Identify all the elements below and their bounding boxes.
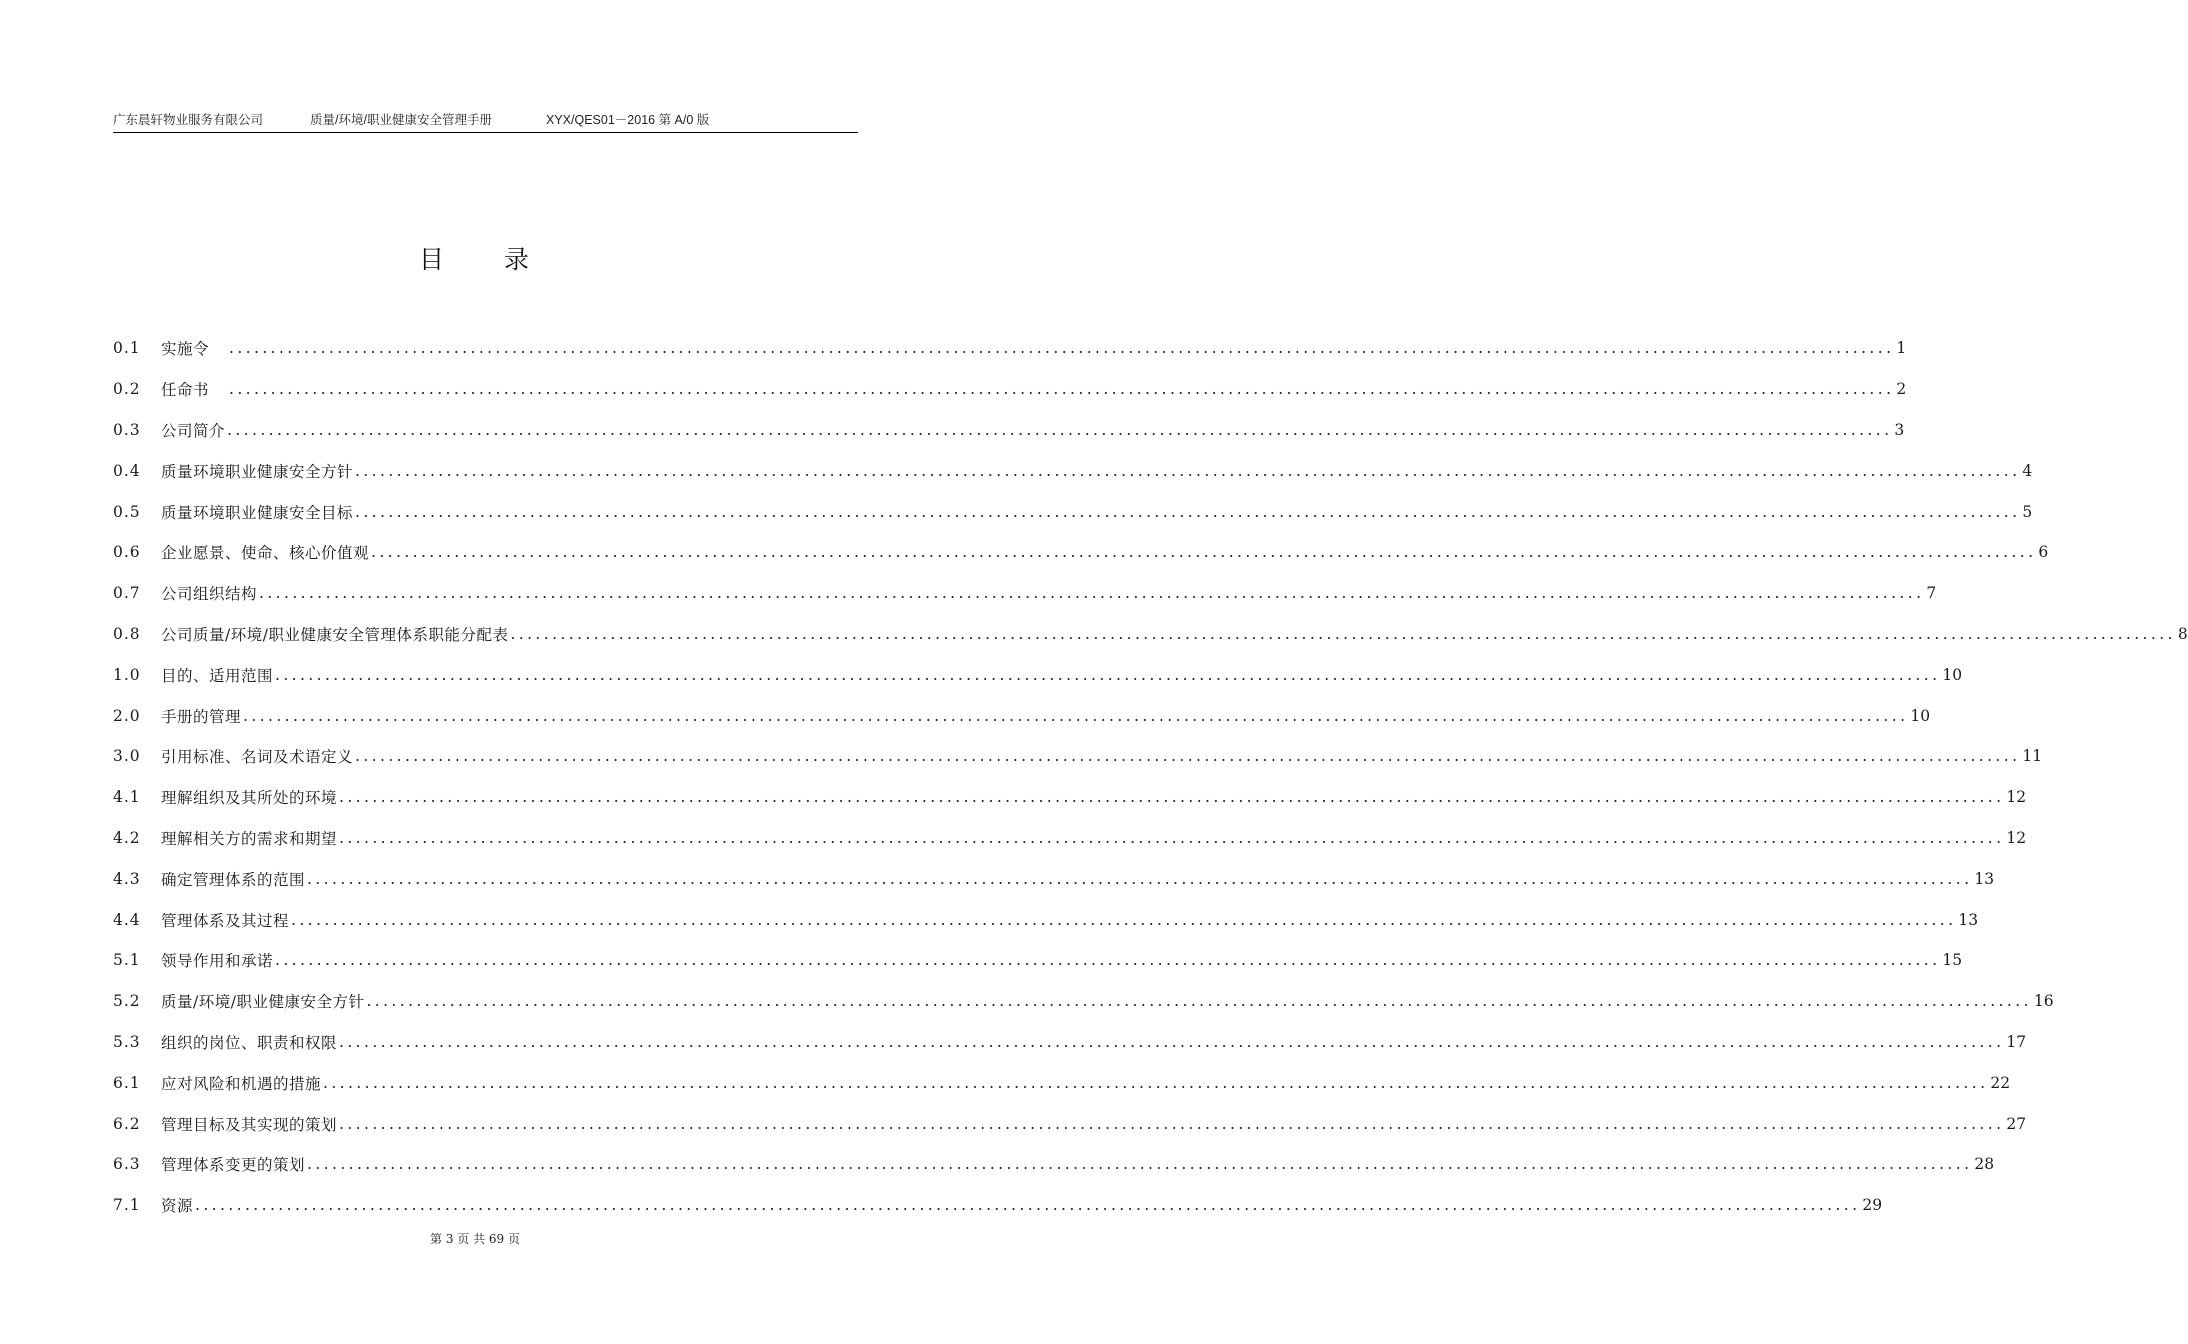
toc-entry-number: 0.8 [113, 624, 141, 643]
page-title-char-2: 录 [504, 245, 532, 274]
toc-entry[interactable] [113, 858, 1995, 899]
toc-entry-page: 27 [2006, 1114, 2027, 1133]
toc-entry-page: 2 [1896, 380, 1907, 399]
toc-entry-title: 公司简介 [161, 421, 226, 440]
header-company: 广东晨轩物业服务有限公司 [113, 113, 264, 127]
toc-entry-page: 22 [1990, 1073, 2011, 1092]
toc-entry-title: 任命书 [161, 381, 210, 400]
toc-entry-number: 1.0 [113, 665, 141, 684]
toc-entry-number: 4.3 [113, 869, 141, 888]
toc-dot-leader: ........................................................................................................................................................................................................ [229, 339, 1895, 358]
toc-entry-number: 0.2 [113, 380, 141, 399]
toc-dot-leader: ........................................................................................................................................................................................................ [339, 1032, 2005, 1051]
toc-dot-leader: ........................................................................................................................................................................................................ [275, 951, 1941, 970]
toc-entry-title: 理解相关方的需求和期望 [161, 829, 338, 848]
toc-entry-page: 17 [2006, 1032, 2027, 1051]
toc-entry[interactable] [113, 981, 2054, 1022]
toc-entry-number: 4.4 [113, 910, 141, 929]
page-footer: 第 3 页 共 69 页 [430, 1232, 520, 1246]
toc-entry-page: 13 [1974, 869, 1995, 888]
toc-entry[interactable] [113, 328, 1907, 369]
toc-dot-leader: ........................................................................................................................................................................................................ [195, 1196, 1861, 1215]
toc-entry-page: 29 [1862, 1196, 1883, 1215]
toc-dot-leader: ........................................................................................................................................................................................................ [371, 543, 2037, 562]
toc-entry-number: 0.3 [113, 420, 141, 439]
toc-entry[interactable] [113, 450, 2033, 491]
toc-entry[interactable] [113, 654, 1963, 695]
toc-entry-number: 0.7 [113, 584, 141, 603]
toc-entry-page: 16 [2033, 992, 2054, 1011]
toc-entry[interactable] [113, 940, 1963, 981]
toc-entry[interactable] [113, 899, 1979, 940]
toc-dot-leader: ........................................................................................................................................................................................................ [307, 1155, 1973, 1174]
toc-dot-leader: ........................................................................................................................................................................................................ [259, 584, 1925, 603]
toc-entry-title: 理解组织及其所处的环境 [161, 789, 338, 808]
toc-entry[interactable] [113, 410, 1905, 451]
toc-entry-page: 8 [2177, 624, 2188, 643]
toc-entry-number: 0.1 [113, 339, 141, 358]
toc-entry-page: 7 [1926, 584, 1937, 603]
toc-entry-page: 12 [2006, 828, 2027, 847]
toc-entry-page: 3 [1894, 420, 1905, 439]
toc-dot-leader: ........................................................................................................................................................................................................ [366, 992, 2032, 1011]
page-title [0, 240, 950, 276]
toc-entry[interactable] [113, 1144, 1995, 1185]
toc-entry[interactable] [113, 491, 2033, 532]
toc-entry[interactable] [113, 818, 2027, 859]
toc-entry-number: 7.1 [113, 1196, 141, 1215]
toc-entry[interactable] [113, 1062, 2011, 1103]
toc-entry-number: 3.0 [113, 747, 141, 766]
toc-entry-number: 6.3 [113, 1155, 141, 1174]
toc-dot-leader: ........................................................................................................................................................................................................ [243, 706, 1909, 725]
toc-entry[interactable] [113, 1103, 2027, 1144]
toc-dot-leader: ........................................................................................................................................................................................................ [291, 910, 1957, 929]
toc-entry-page: 13 [1958, 910, 1979, 929]
toc-dot-leader: ........................................................................................................................................................................................................ [275, 665, 1941, 684]
toc-dot-leader: ........................................................................................................................................................................................................ [339, 828, 2005, 847]
toc-entry-page: 28 [1974, 1155, 1995, 1174]
toc-dot-leader: ........................................................................................................................................................................................................ [339, 788, 2005, 807]
toc-entry-number: 5.3 [113, 1032, 141, 1051]
toc-entry-title: 企业愿景、使命、核心价值观 [161, 544, 370, 563]
toc-entry-title: 引用标准、名词及术语定义 [161, 748, 354, 767]
toc-entry-title: 管理体系变更的策划 [161, 1156, 306, 1175]
toc-entry-title: 公司质量/环境/职业健康安全管理体系职能分配表 [161, 625, 509, 644]
toc-entry[interactable] [113, 1185, 1883, 1226]
toc-dot-leader: ........................................................................................................................................................................................................ [510, 624, 2176, 643]
toc-dot-leader: ........................................................................................................................................................................................................ [229, 380, 1895, 399]
toc-entry-title: 质量环境职业健康安全目标 [161, 503, 354, 522]
toc-entry-page: 4 [2022, 461, 2033, 480]
toc-entry-number: 6.1 [113, 1073, 141, 1092]
header-manual-title: 质量/环境/职业健康安全管理手册 [310, 113, 492, 127]
toc-entry-page: 10 [1910, 706, 1931, 725]
toc-entry[interactable] [113, 369, 1907, 410]
toc-dot-leader: ........................................................................................................................................................................................................ [307, 869, 1973, 888]
toc-entry-page: 15 [1942, 951, 1963, 970]
toc-entry-number: 4.1 [113, 788, 141, 807]
toc-dot-leader: ........................................................................................................................................................................................................ [355, 461, 2021, 480]
toc-entry-title: 实施令 [161, 340, 210, 359]
toc-entry[interactable] [113, 573, 1937, 614]
toc-entry-page: 12 [2006, 788, 2027, 807]
toc-entry-page: 1 [1896, 339, 1907, 358]
table-of-contents [113, 328, 2188, 1226]
toc-entry-number: 0.5 [113, 502, 141, 521]
toc-entry[interactable] [113, 614, 2188, 655]
toc-entry-title: 领导作用和承诺 [161, 952, 274, 971]
toc-entry-title: 确定管理体系的范围 [161, 870, 306, 889]
toc-entry-title: 应对风险和机遇的措施 [161, 1074, 322, 1093]
toc-entry-page: 10 [1942, 665, 1963, 684]
toc-entry-number: 2.0 [113, 706, 141, 725]
toc-entry-number: 4.2 [113, 828, 141, 847]
toc-dot-leader: ........................................................................................................................................................................................................ [355, 502, 2021, 521]
toc-entry-title: 管理体系及其过程 [161, 911, 290, 930]
page-title-char-1: 目 [418, 245, 446, 274]
toc-entry-number: 5.1 [113, 951, 141, 970]
toc-entry-number: 0.6 [113, 543, 141, 562]
toc-entry[interactable] [113, 532, 2049, 573]
page-header [113, 110, 858, 133]
toc-entry[interactable] [113, 695, 1931, 736]
toc-dot-leader: ........................................................................................................................................................................................................ [339, 1114, 2005, 1133]
toc-entry-title: 资源 [161, 1197, 194, 1216]
toc-dot-leader: ........................................................................................................................................................................................................ [323, 1073, 1989, 1092]
toc-entry-page: 11 [2022, 747, 2043, 766]
toc-entry[interactable] [113, 1022, 2027, 1063]
toc-entry[interactable] [113, 777, 2027, 818]
toc-entry-title: 质量环境职业健康安全方针 [161, 462, 354, 481]
toc-entry-title: 目的、适用范围 [161, 666, 274, 685]
toc-entry-title: 组织的岗位、职责和权限 [161, 1033, 338, 1052]
toc-entry-title: 管理目标及其实现的策划 [161, 1115, 338, 1134]
toc-entry-number: 0.4 [113, 461, 141, 480]
toc-entry-title: 质量/环境/职业健康安全方针 [161, 993, 365, 1012]
toc-entry-title: 公司组织结构 [161, 585, 258, 604]
toc-entry-number: 5.2 [113, 992, 141, 1011]
toc-dot-leader: ........................................................................................................................................................................................................ [355, 747, 2021, 766]
toc-dot-leader: ........................................................................................................................................................................................................ [227, 420, 1893, 439]
toc-entry-title: 手册的管理 [161, 707, 242, 726]
toc-entry-page: 5 [2022, 502, 2033, 521]
header-doc-code: XYX/QES01－2016 第 A/0 版 [546, 113, 710, 127]
toc-entry-page: 6 [2038, 543, 2049, 562]
toc-entry[interactable] [113, 736, 2043, 777]
toc-entry-number: 6.2 [113, 1114, 141, 1133]
